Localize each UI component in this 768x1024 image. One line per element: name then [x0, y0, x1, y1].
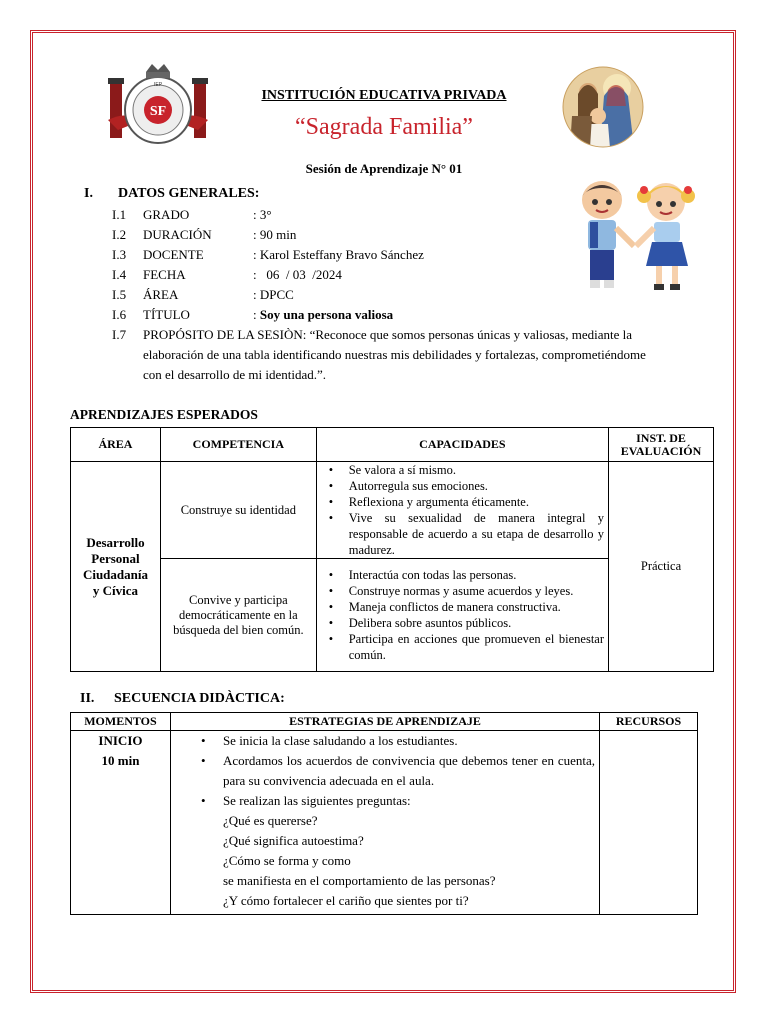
strategies-cell — [170, 731, 599, 915]
field-titulo: I.6 TÍTULO : Soy una persona valiosa — [112, 307, 394, 322]
competencia-cell: Convive y participa democráticamente en la búsqueda del bien común. — [160, 559, 316, 672]
field-area: I.5 ÁREA : DPCC — [112, 287, 294, 302]
recursos-cell — [600, 731, 698, 915]
field-proposito: I.7 PROPÓSITO DE LA SESIÒN: “Reconoce que somos personas únicas y valiosas, mediante la elaboración de una tabla identificando nuestras mis debilidades y fortalezas, comprometiéndome con el desarrollo de mi identidad.”. — [112, 327, 646, 382]
institution-title: INSTITUCIÓN EDUCATIVA PRIVADA — [261, 88, 507, 103]
question: ¿Qué es quererse? — [222, 813, 318, 828]
question: se manifiesta en el comportamiento de las personas? — [222, 873, 496, 888]
table-header-row — [71, 428, 714, 462]
header-momentos: MOMENTOS — [71, 713, 171, 731]
aprendizajes-heading: APRENDIZAJES ESPERADOS — [70, 407, 258, 422]
list-item: • Participa en acciones que promueven el bienestar común. — [349, 631, 604, 663]
field-fecha: I.4 FECHA : 06 / 03 /2024 — [112, 267, 342, 282]
header-capacidades: CAPACIDADES — [316, 428, 608, 462]
area-cell: Desarrollo Personal Ciudadanía y Cívica — [71, 462, 161, 672]
capacidades-cell — [316, 559, 608, 672]
table-row — [71, 462, 714, 559]
field-grado: I.1 GRADO : 3° — [112, 207, 272, 222]
field-docente: I.3 DOCENTE : Karol Esteffany Bravo Sánchez — [112, 247, 424, 262]
list-item: • Interactúa con todas las personas. — [349, 567, 604, 583]
aprendizajes-table — [70, 427, 714, 672]
table-header-row — [71, 713, 698, 731]
question: ¿Y cómo fortalecer el cariño que sientes por ti? — [222, 893, 469, 908]
header-competencia: COMPETENCIA — [160, 428, 316, 462]
table-row — [71, 731, 698, 915]
section-secuencia-heading: II. SECUENCIA DIDÀCTICA: — [80, 691, 285, 706]
secuencia-table — [70, 712, 698, 915]
children-illustration-icon — [572, 176, 704, 300]
svg-text:IEP: IEP — [153, 82, 163, 88]
question: ¿Qué significa autoestima? — [222, 833, 364, 848]
list-item: • Reflexiona y argumenta éticamente. — [349, 494, 604, 510]
list-item: • Se inicia la clase saludando a los estudiantes. — [223, 731, 595, 751]
list-item: • Se valora a sí mismo. — [349, 462, 604, 478]
list-item: • Construye normas y asume acuerdos y leyes. — [349, 583, 604, 599]
header-area: ÁREA — [71, 428, 161, 462]
section-datos-generales-heading: I. DATOS GENERALES: — [84, 186, 260, 201]
header-instrumento: INST. DE EVALUACIÓN — [609, 428, 714, 462]
moment-cell: INICIO 10 min — [71, 731, 171, 915]
question: ¿Cómo se forma y como — [222, 853, 351, 868]
list-item: • Vive su sexualidad de manera integral y responsable de acuerdo a su etapa de desarrollo y madurez. — [349, 510, 604, 558]
list-item: • Maneja conflictos de manera constructiva. — [349, 599, 604, 615]
list-item: • Autorregula sus emociones. — [349, 478, 604, 494]
competencia-cell: Construye su identidad — [160, 462, 316, 559]
school-name: “Sagrada Familia” — [295, 114, 473, 140]
svg-text:SF: SF — [149, 104, 167, 119]
instrumento-cell: Práctica — [609, 462, 714, 672]
header-recursos: RECURSOS — [600, 713, 698, 731]
list-item: • Se realizan las siguientes preguntas: — [223, 791, 595, 811]
list-item: • Delibera sobre asuntos públicos. — [349, 615, 604, 631]
list-item: • Acordamos los acuerdos de convivencia que debemos tener en cuenta, para su convivencia adecuada en el aula. — [223, 751, 595, 791]
capacidades-cell — [316, 462, 608, 559]
field-duracion: I.2 DURACIÓN : 90 min — [112, 227, 297, 242]
header-estrategias: ESTRATEGIAS DE APRENDIZAJE — [170, 713, 599, 731]
session-title: Sesión de Aprendizaje N° 01 — [305, 161, 463, 176]
